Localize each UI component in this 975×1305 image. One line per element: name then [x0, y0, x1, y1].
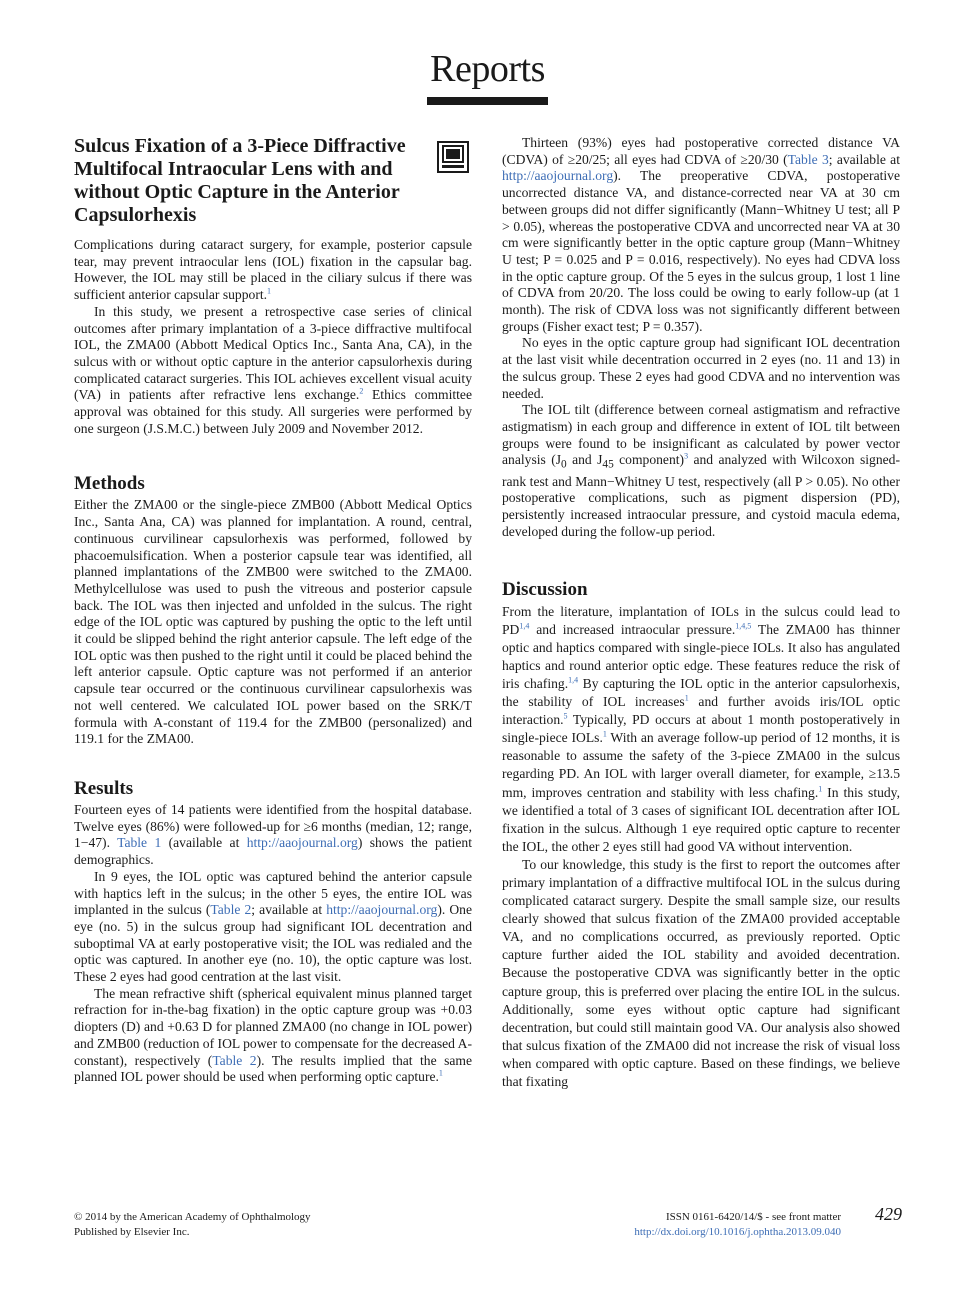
- citation[interactable]: 1: [684, 693, 689, 703]
- citation[interactable]: 1: [438, 1068, 443, 1078]
- results-paragraph-1: Fourteen eyes of 14 patients were identified from the hospital database. Twelve eyes (86%) were followed-up for ≥6 months (median, 12; range, 1−47). Table 1 (available at http://aaojournal.org) shows the patient demographics.: [74, 801, 472, 868]
- intro-paragraph-1: Complications during cataract surgery, for example, posterior capsule tear, may prevent intraocular lens (IOL) fixation in the capsular bag. However, the IOL may still be placed in the ciliary sulcus if there was sufficient anterior capsular support.$^1$: [74, 237, 472, 303]
- citation[interactable]: 1,4: [568, 675, 579, 685]
- citation[interactable]: 1: [267, 286, 272, 296]
- intro-paragraph-2: In this study, we present a retrospective case series of clinical outcomes after primary implantation of a 3-piece diffractive multifocal IOL, the ZMA00 (Abbott Medical Optics Inc., Santa Ana, CA), in the sulcus with or without optic capture in the anterior capsulorhexis during complicated cataract surgeries. This IOL achieves excellent visual acuity (VA) in patients after refractive lens exchange.$^2$ Ethics committee approval was obtained for this study. All surgeries were performed by one surgeon (J.S.M.C.) between July 2009 and November 2012.: [74, 303, 472, 436]
- results-paragraph-5: No eyes in the optic capture group had significant IOL decentration at the last visit while decentration occurred in 2 eyes (no. 11 and 13) in the sulcus group. These 2 eyes had good CDVA and no intervention was needed.: [502, 335, 900, 401]
- citation[interactable]: 1: [818, 784, 823, 793]
- citation[interactable]: 1,4,5: [735, 621, 752, 631]
- table-link[interactable]: Table 3: [787, 151, 829, 167]
- table-link[interactable]: Table 2: [210, 902, 252, 918]
- results-paragraph-3: The mean refractive shift (spherical equivalent minus planned target refraction for in-the-bag fixation) in the optic capture group was +0.03 diopters (D) and +0.63 D for planned ZMA00 (no change in IOL power) and ZMB00 (reduction of IOL power to compensate for the decreased A-constant), respectively (Table 2). The results implied that the same planned IOL power should be used when performing optic capture.$^1$: [74, 985, 472, 1085]
- results-paragraph-2: In 9 eyes, the IOL optic was captured behind the anterior capsule with haptics left in the sulcus; in the other 5 eyes, the entire IOL was implanted in the sulcus (Table 2; available at http://aaojournal.org). One eye (no. 5) in the sulcus group had significant IOL decentration and suboptimal VA at early postoperative visit; the IOL was redialed and the optic was captured. In another eye (no. 10), the optic capture was lost. These 2 eyes had good centration at the last visit.: [74, 868, 472, 985]
- discussion-heading: Discussion: [502, 578, 588, 600]
- video-icon[interactable]: [437, 141, 469, 173]
- page-number: 429: [875, 1204, 902, 1224]
- discussion-paragraph-1: From the literature, implantation of IOLs in the sulcus could lead to PD$^{1,4}$ and increased intraocular pressure.$^{1,4,5}$ The ZMA00 has thinner optic and haptics compared with single-piece IOLs. It also has angulated haptics and round anterior optic edge. These features reduce the risk of iris chafing.$^{1,4}$ By capturing the IOL optic in the anterior capsulorhexis, the stability of IOL increases$^1$ and further avoids iris/IOL optic interaction.$^5$ Typically, PD occurs at about 1 month postoperatively in single-piece IOLs.$^1$ With an average follow-up period of 12 months, it is reasonable to assume the safety of the 3-piece ZMA00 in the sulcus regarding PD. An IOL with larger overall diameter, for example, ≥13.5 mm, improves centration and stability with less chafing.$^1$ In this study, we identified a total of 3 cases of significant IOL decentration after IOL fixation in the sulcus. Although 1 eye required optic capture to recenter the IOL, the other 2 eyes still had good VA without intervention.: [502, 603, 900, 854]
- journal-link[interactable]: http://aaojournal.org: [326, 902, 438, 918]
- citation[interactable]: 3: [684, 451, 689, 461]
- table-link[interactable]: Table 2: [212, 1052, 257, 1068]
- copyright-text: © 2014 by the American Academy of Ophthalmology: [74, 1211, 311, 1223]
- results-paragraph-6: The IOL tilt (difference between corneal astigmatism and refractive astigmatism) in each group and difference in extent of IOL tilt between groups were found to be insignificant as calculated by power vector analysis ($J_0$ and $J_{45}$ component)$^3$ and analyzed with Wilcoxon signed-rank test and Mann−Whitney U test, respectively (all P > 0.05). No other postoperative complications, such as pigment dispersion (PD), persistently increased intraocular pressure, and cystoid macula edema, developed during the follow-up period.: [502, 402, 901, 539]
- right-column: [502, 135, 900, 1091]
- discussion-paragraph-2: To our knowledge, this study is the first to report the outcomes after primary implantation of a diffractive multifocal IOL in the sulcus during complicated cataract surgery. Despite the small sample size, our results clearly showed that sulcus fixation of the ZMA00 provided acceptable VA, and no complications occurred, as previously reported. Optic capture further aided the IOL stability and avoided decentration. Because the postoperative CDVA was significantly better in the optic capture group, this is preferred over placing the entire IOL in the sulcus. Additionally, some eyes without optic capture had significant decentration, but could still maintain good VA. Our analysis also showed that sulcus fixation of the ZMA00 did not increase the risk of visual loss when compared with optic capture. Based on these findings, we believe that fixating: [502, 856, 900, 1090]
- methods-paragraph: Either the ZMA00 or the single-piece ZMB00 (Abbott Medical Optics Inc., Santa Ana, CA) was planned for implantation. A round, central, continuous curvilinear capsulorhexis was performed, followed by phacoemulsification. When a posterior capsule tear was identified, all planned implantations of the ZMB00 were switched to the ZMA00. Methylcellulose was used to push the vitreous and posterior capsule back. The IOL was then injected and unfolded in the sulcus. The right edge of the IOL optic was captured by pushing the optic to the left until it could be slipped behind the right anterior capsule. The left edge of the IOL optic was then pushed to the right until it could be placed behind the left anterior capsule. Optic capture was not performed if an anterior capsule tear occurred or the continuous curvilinear capsulorhexis was not well centered. We calculated IOL power based on the SRK/T formula with A-constant of 119.4 for the ZMB00 (personalized) and 119.1 for the ZMA00.: [74, 497, 472, 747]
- section-title: Reports: [430, 48, 545, 90]
- footer-right: [600, 1210, 841, 1240]
- left-column: [74, 135, 472, 1086]
- table-link[interactable]: Table 1: [117, 835, 162, 851]
- citation[interactable]: 5: [563, 711, 568, 721]
- journal-link[interactable]: http://aaojournal.org: [246, 835, 358, 851]
- methods-heading: Methods: [74, 473, 145, 495]
- journal-link[interactable]: http://aaojournal.org: [502, 168, 614, 184]
- results-paragraph-4: Thirteen (93%) eyes had postoperative corrected distance VA (CDVA) of ≥20/25; all eyes had CDVA of ≥20/30 (Table 3; available at http://aaojournal.org). The preoperative CDVA, postoperative uncorrected distance VA, and distance-corrected near VA at 30 cm between groups did not differ significantly (Mann−Whitney U test; all P > 0.05), whereas the postoperative CDVA and uncorrected near VA at 30 cm were significantly better in the optic capture group (Mann−Whitney U test; P = 0.025 and P = 0.016, respectively). No eyes had CDVA loss in the optic capture group. Of the 5 eyes in the sulcus group, 1 lost 1 line of CDVA from 20/20. The loss could be owing to early follow-up (at 1 month). The risk of CDVA loss was not significantly different between groups (Fisher exact test; P = 0.357).: [502, 135, 900, 334]
- citation[interactable]: 1,4: [519, 621, 530, 631]
- results-heading: Results: [74, 777, 134, 799]
- footer-left: [74, 1210, 311, 1240]
- citation[interactable]: 2: [359, 386, 364, 396]
- article-title: Sulcus Fixation of a 3-Piece Diffractive Multifocal Intraocular Lens with and without Optic Capture in the Anterior Capsulorhexis: [74, 135, 406, 226]
- doi-link[interactable]: http://dx.doi.org/10.1016/j.ophtha.2013.09.040: [634, 1226, 841, 1238]
- publisher-text: Published by Elsevier Inc.: [74, 1226, 190, 1238]
- citation[interactable]: 1: [602, 729, 607, 739]
- header-rule: [427, 97, 548, 105]
- issn-text: ISSN 0161-6420/14/$ - see front matter: [665, 1211, 841, 1223]
